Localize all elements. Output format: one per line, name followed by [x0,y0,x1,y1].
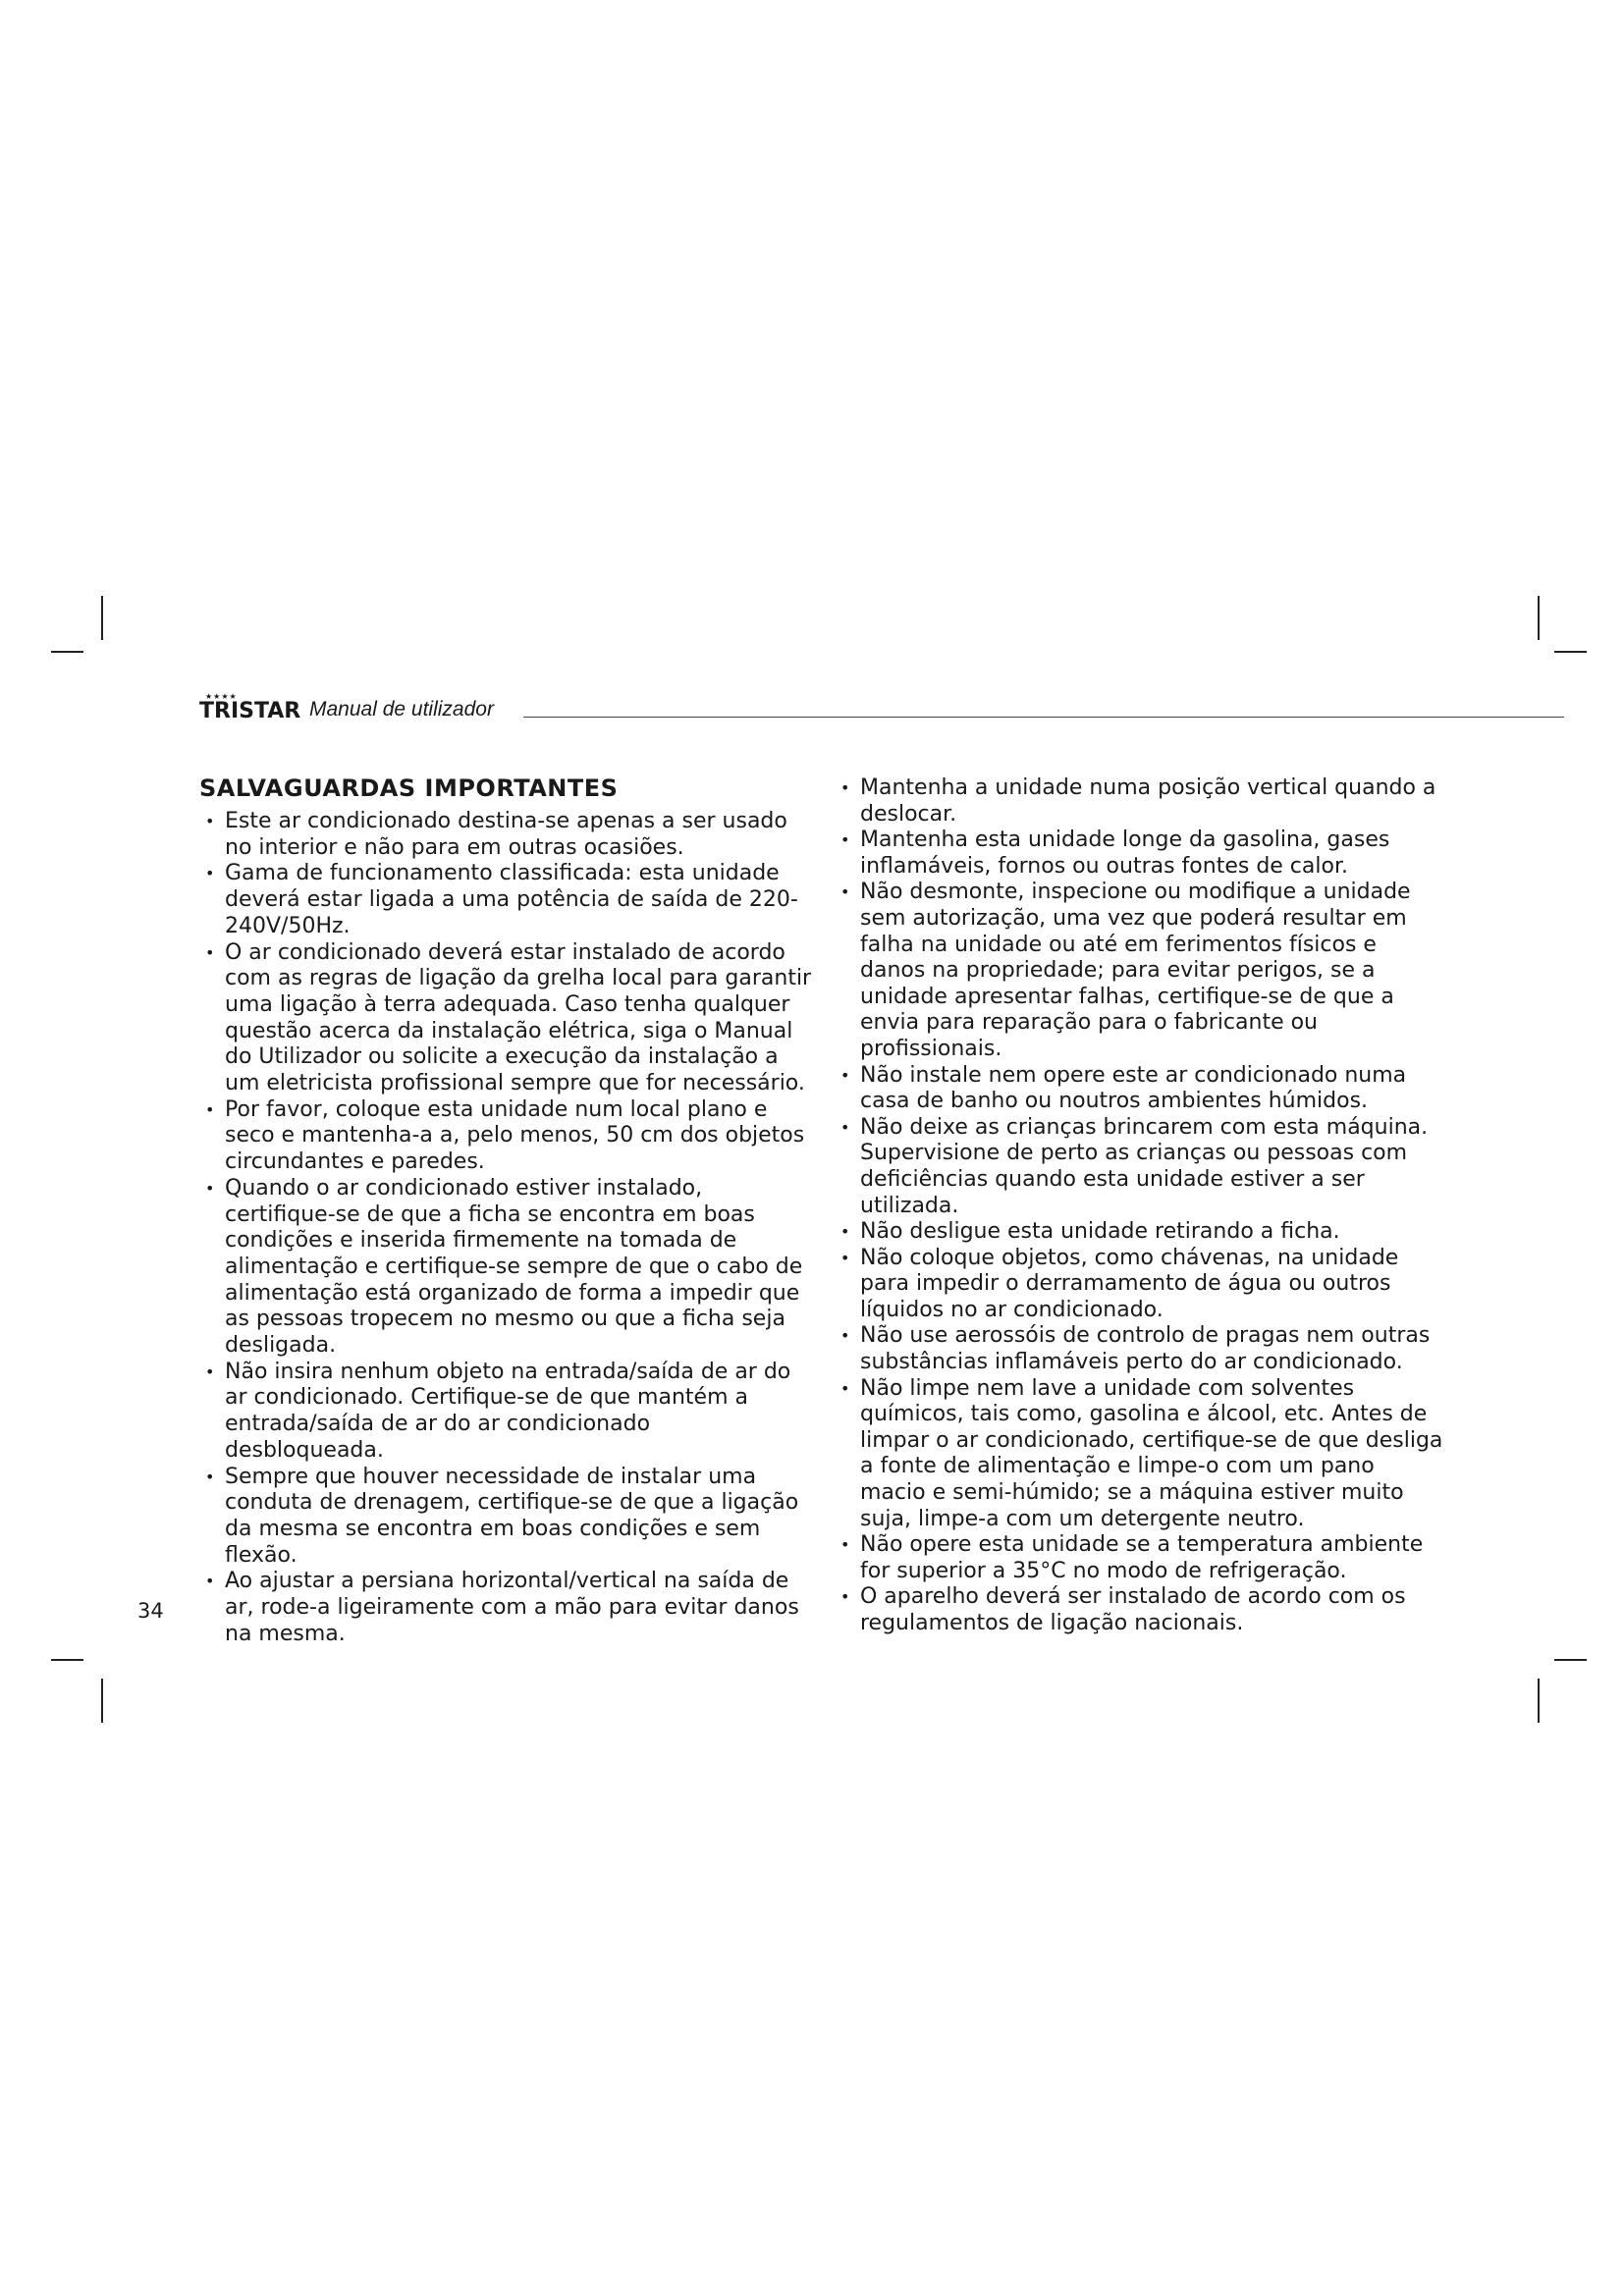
safeguards-list-left [199,809,813,1648]
brand-name: TRISTAR [199,699,301,723]
list-item: • Não coloque objetos, como chávenas, na unidade para impedir o derramamento de água ou outros líquidos no ar condicionado. [835,1246,1443,1324]
list-item: • Não insira nenhum objeto na entrada/saída de ar do ar condicionado. Certifique-se de que mantém a entrada/saída de ar do ar condicionado desbloqueada. [199,1360,813,1465]
list-item: • Ao ajustar a persiana horizontal/vertical na saída de ar, rode-a ligeiramente com a mão para evitar danos na mesma. [199,1569,813,1647]
list-item: • Não opere esta unidade se a temperatura ambiente for superior a 35°C no modo de refrigeração. [835,1532,1443,1584]
list-item: • Não limpe nem lave a unidade com solventes químicos, tais como, gasolina e álcool, etc. Antes de limpar o ar condicionado, certifique-se de que desliga a fonte de alimentação e limpe-o com um pano macio e semi-húmido; se a máquina estiver muito suja, limpe-a com um detergente neutro. [835,1376,1443,1533]
list-item: • Mantenha a unidade numa posição vertical quando a deslocar. [835,775,1443,828]
crop-mark-top-right-horizontal [1554,651,1587,653]
crop-mark-bottom-left-vertical [101,1679,103,1723]
list-item: • Por favor, coloque esta unidade num local plano e seco e mantenha-a a, pelo menos, 50 cm dos objetos circundantes e paredes. [199,1097,813,1176]
left-column [199,774,813,1648]
list-item: • Mantenha esta unidade longe da gasolina, gases inflamáveis, fornos ou outras fontes de calor. [835,828,1443,880]
safeguards-list-right [835,775,1443,1637]
page-header [199,693,1564,722]
crop-mark-bottom-left-horizontal [51,1659,83,1661]
crop-mark-bottom-right-horizontal [1554,1659,1587,1661]
tristar-logo [199,693,303,722]
manual-title: Manual de utilizador [309,698,494,721]
list-item: • O aparelho deverá ser instalado de acordo com os regulamentos de ligação nacionais. [835,1584,1443,1636]
list-item: • Não deixe as crianças brincarem com esta máquina. Supervisione de perto as crianças ou pessoas com deficiências quando esta unidade estiver a ser utilizada. [835,1115,1443,1219]
list-item: • O ar condicionado deverá estar instalado de acordo com as regras de ligação da grelha local para garantir uma ligação à terra adequada. Caso tenha qualquer questão acerca da instalação elétrica, siga o Manual do Utilizador ou solicite a execução da instalação a um eletricista profissional sempre que for necessário. [199,940,813,1097]
list-item: • Sempre que houver necessidade de instalar uma conduta de drenagem, certifique-se de que a ligação da mesma se encontra em boas condições e sem flexão. [199,1465,813,1570]
section-title: SALVAGUARDAS IMPORTANTES [199,774,619,802]
page-number: 34 [137,1599,164,1623]
list-item: • Gama de funcionamento classificada: esta unidade deverá estar ligada a uma potência de saída de 220-240V/50Hz. [199,861,813,939]
list-item: • Quando o ar condicionado estiver instalado, certifique-se de que a ficha se encontra em boas condições e inserida firmemente na tomada de alimentação e certifique-se sempre de que o cabo de alimentação está organizado de forma a impedir que as pessoas tropecem no mesmo ou que a ficha seja desligada. [199,1176,813,1360]
crop-mark-bottom-right-vertical [1538,1679,1540,1723]
crop-mark-top-left-horizontal [51,651,83,653]
header-divider [523,717,1564,718]
list-item: • Este ar condicionado destina-se apenas a ser usado no interior e não para em outras ocasiões. [199,809,813,861]
list-item: • Não desmonte, inspecione ou modifique a unidade sem autorização, uma vez que poderá resultar em falha na unidade ou até em ferimentos físicos e danos na propriedade; para evitar perigos, se a unidade apresentar falhas, certifique-se de que a envia para reparação para o fabricante ou profissionais. [835,880,1443,1062]
list-item: • Não instale nem opere este ar condicionado numa casa de banho ou noutros ambientes húmidos. [835,1063,1443,1115]
list-item: • Não desligue esta unidade retirando a ficha. [835,1219,1443,1246]
list-item: • Não use aerossóis de controlo de pragas nem outras substâncias inflamáveis perto do ar condicionado. [835,1323,1443,1375]
crop-mark-top-left-vertical [101,596,103,640]
right-column [835,775,1443,1637]
crop-mark-top-right-vertical [1538,596,1540,640]
logo-stars-icon: ★★★★ [205,692,238,701]
